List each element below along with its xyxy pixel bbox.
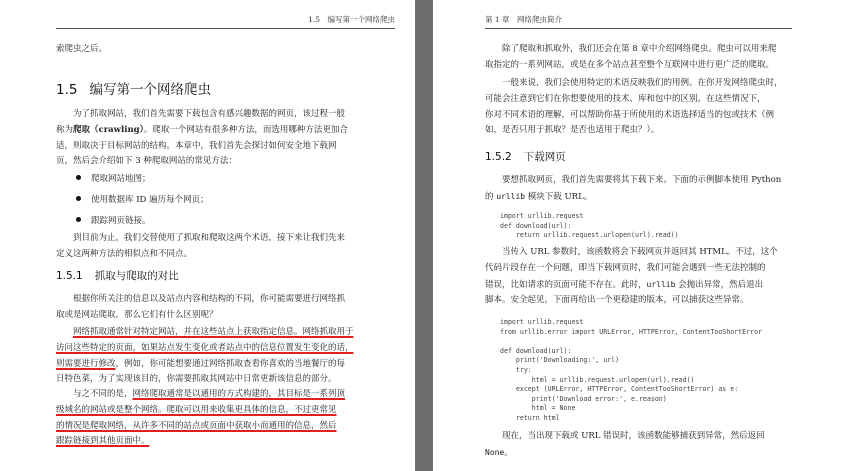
annotation-underline: 的情况是爬取网络，从许多不同的站点或页面中获取小而通用的信息，然后 <box>56 420 337 431</box>
subsection-number: 1.5.2 <box>485 151 512 163</box>
text-line: 到目前为止，我们交替使用了抓取和爬取这两个术语，接下来让我们先来 <box>73 233 346 243</box>
bullet-dot <box>76 217 81 222</box>
text-run: 模块下载 URL。 <box>525 191 593 202</box>
annotation-underline: 级域名的网站或是整个网络。爬取可以用来收集更具体的信息，不过更常见 <box>56 404 337 415</box>
text-line <box>56 387 345 403</box>
bullet-item <box>76 214 151 226</box>
text-line: 日特色菜，为了实现该目的，你需要抓取其网站中日常更新该信息的部分。 <box>56 374 337 385</box>
text-line: 除了爬取和抓取外，我们还会在第 8 章中介绍网络爬虫。爬虫可以用来爬 <box>502 44 777 54</box>
bullet-text: 跟踪网页链接。 <box>91 216 151 226</box>
text-run: 。爬取一个网站有很多种方法，而选用哪种方法更加合 <box>143 124 348 135</box>
term-crawling: 爬取（crawling） <box>73 124 144 135</box>
paragraph <box>485 76 783 139</box>
text-line: 取或是网站爬取。那么它们有什么区别呢？ <box>56 309 218 320</box>
text-run: 称为 <box>56 124 74 135</box>
running-header: 1.5 编写第一个网络爬虫 <box>308 15 395 24</box>
text-line <box>56 341 354 357</box>
text-run: 的 <box>485 191 497 202</box>
text-line: 根据你所关注的信息以及站点内容和结构的不同，你可能需要进行网络抓 <box>73 294 346 304</box>
text-line: 适，则取决于目标网站的结构。本章中，我们首先会探讨如何安全地下载网 <box>56 140 337 151</box>
annotation-underline: 跟踪链接到其他页面中。 <box>56 436 150 447</box>
paragraph <box>56 231 345 263</box>
subsection-title: 下载网页 <box>523 151 566 163</box>
left-page <box>0 0 415 471</box>
text-line <box>56 357 354 373</box>
intro-text: 索爬虫之后。 <box>56 44 108 54</box>
text-line <box>485 277 778 294</box>
paragraph <box>485 245 778 309</box>
bullet-item <box>76 193 209 205</box>
text-line <box>56 403 345 419</box>
right-page <box>433 0 850 471</box>
bullet-item <box>76 172 151 184</box>
text-line <box>56 419 345 435</box>
text-line: 要想抓取网页，我们首先需要将其下载下来。下面的示例脚本使用 Python <box>502 175 782 185</box>
text-run: 会抛出异常，然后退出 <box>675 279 764 290</box>
text-line <box>56 123 348 139</box>
text-line: 当传入 URL 参数时，该函数将会下载网页并返回其 HTML。不过，这个 <box>502 247 778 257</box>
inline-code: urllib <box>496 191 526 201</box>
text-run: 错误，比如请求的页面可能不存在。此时， <box>485 279 647 290</box>
inline-code: urllib <box>646 279 676 289</box>
text-line <box>56 434 345 450</box>
code-block: import urllib.request from urllib.error import URLError, HTTPError, ContentTooShortError def download(url): print('Downloading:', url) try: html = urllib.request.urlopen(url).read() except (URLError, HTTPError, ContentTooShortError) as e: print('Download error:', e.reason) html = None return html <box>500 318 763 422</box>
highlighted-paragraph <box>56 325 354 388</box>
text-line: 一般来说，我们会使用特定的术语反映我们的用例。在你开发网络爬虫时， <box>502 78 783 88</box>
bullet-text: 爬取网站地图； <box>91 174 151 184</box>
header-rule <box>485 28 792 29</box>
header-rule <box>56 28 395 29</box>
bullet-dot <box>76 175 81 180</box>
paragraph <box>56 107 348 170</box>
paragraph <box>485 173 781 206</box>
text-line: 现在，当出现下载或 URL 错误时，该函数能够捕获到异常，然后返回 <box>502 431 765 441</box>
paragraph <box>485 429 765 462</box>
bullet-dot <box>76 196 81 201</box>
text-line: 代码片段存在一个问题，即当下载网页时，我们可能会遇到一些无法控制的 <box>485 262 766 273</box>
subsection-number: 1.5.1 <box>56 270 83 282</box>
section-number: 1.5 <box>56 82 78 98</box>
subsection-heading <box>485 149 566 164</box>
text-line <box>485 189 781 206</box>
text-run: 与之不同的是， <box>73 389 133 399</box>
annotation-underline: 访问这些特定的页面，如果站点发生变化或者站点中的信息位置发生变化的话， <box>56 342 354 353</box>
subsection-title: 抓取与爬取的对比 <box>94 270 179 282</box>
running-header: 第 1 章 网络爬虫简介 <box>485 15 563 24</box>
text-run: ，例如，你可能想要通过网络抓取查看你喜欢的当地餐厅的每 <box>115 358 346 369</box>
text-line: 取指定的一系列网站，或是在多个站点甚至整个互联网中进行更广泛的爬取。 <box>485 59 775 70</box>
text-line: 页，然后会介绍如下 3 种爬取网站的常见方法： <box>56 156 237 167</box>
text-line: 你对不同术语的理解，可以帮助你基于所使用的术语选择适当的包或技术（例 <box>485 109 775 120</box>
subsection-heading <box>56 268 179 283</box>
text-line <box>56 325 354 341</box>
section-title: 编写第一个网络爬虫 <box>89 82 211 98</box>
paragraph <box>56 292 345 324</box>
annotation-underline: 则需要进行修改 <box>56 358 116 369</box>
text-run: 。 <box>504 447 513 458</box>
bullet-text: 使用数据库 ID 遍历每个网页； <box>91 195 209 205</box>
text-line: 为了抓取网站，我们首先需要下载包含有感兴趣数据的网页，该过程一般 <box>73 109 346 119</box>
paragraph <box>485 42 776 74</box>
text-line <box>485 445 765 462</box>
text-line: 定义这两种方法的相似点和不同点。 <box>56 248 193 259</box>
text-line: 可能会注意到它们在你想要使用的技术、库和包中的区别。在这些情况下， <box>485 93 766 104</box>
text-line: 脚本。安全起见，下面再给出一个更稳建的版本，可以捕获这些异常。 <box>485 295 749 306</box>
code-block: import urllib.request def download(url): return urllib.request.urlopen(url).read() <box>500 212 679 240</box>
annotation-underline: 网络抓取通常针对特定网站，并在这些站点上获取指定信息。网络抓取用于 <box>73 327 354 337</box>
section-heading <box>56 78 211 98</box>
annotation-underline: 网络爬取通常是以通用的方式构建的，其目标是一系列顶 <box>132 389 346 399</box>
highlighted-paragraph <box>56 387 345 450</box>
inline-code: None <box>485 447 505 457</box>
text-line: 如，是否只用于抓取？是否也适用于爬虫？）。 <box>485 125 660 136</box>
